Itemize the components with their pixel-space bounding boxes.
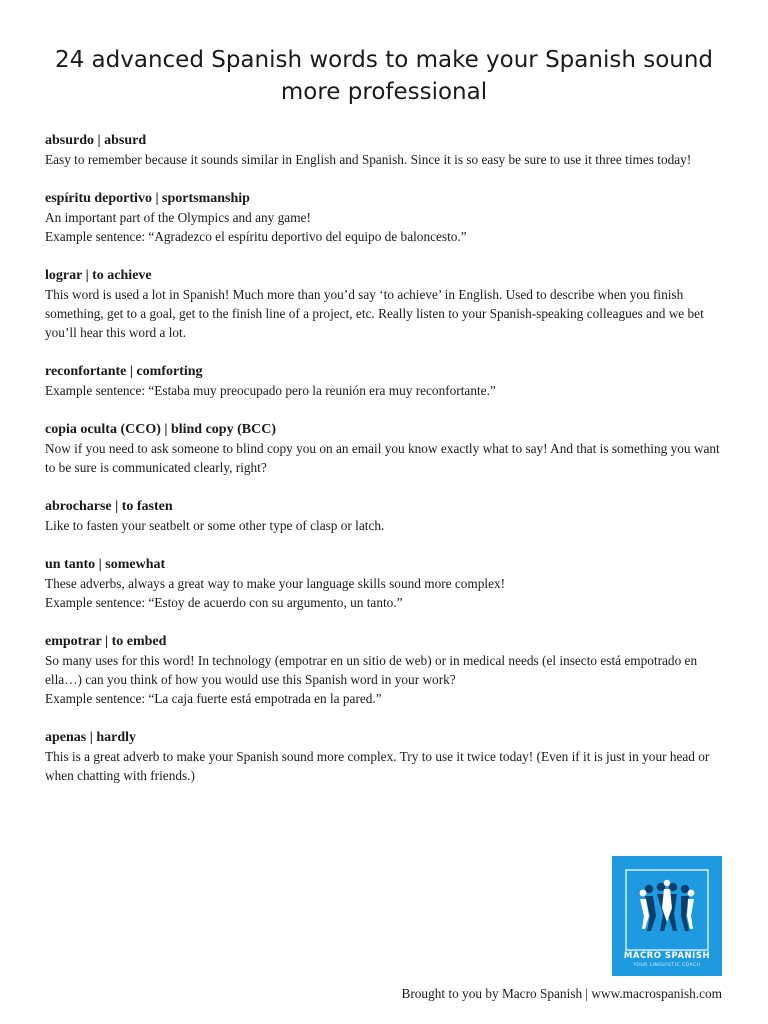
word-entry-lograr bbox=[45, 266, 725, 342]
word-heading: apenas | hardly bbox=[45, 730, 136, 745]
word-heading: copia oculta (CCO) | blind copy (BCC) bbox=[45, 422, 276, 437]
word-entry-absurdo bbox=[45, 131, 725, 169]
word-entry-copia-oculta bbox=[45, 420, 725, 477]
word-entry-apenas bbox=[45, 728, 725, 785]
example-sentence: Example sentence: “Estaba muy preocupado pero la reunión era muy reconfortante.” bbox=[45, 383, 496, 398]
word-heading: un tanto | somewhat bbox=[45, 557, 166, 572]
word-heading: absurdo | absurd bbox=[45, 133, 147, 148]
word-description: This is a great adverb to make your Spanish sound more complex. Try to use it twice today! (Even if it is just in your head or when chatting with friends.) bbox=[45, 749, 710, 783]
logo-name: MACRO SPANISH bbox=[623, 951, 711, 961]
word-heading: espíritu deportivo | sportsmanship bbox=[45, 191, 250, 206]
word-entry-espiritu-deportivo bbox=[45, 189, 725, 246]
word-heading: lograr | to achieve bbox=[45, 268, 152, 283]
word-heading: empotrar | to embed bbox=[45, 634, 167, 649]
example-sentence: Example sentence: “Estoy de acuerdo con su argumento, un tanto.” bbox=[45, 595, 403, 610]
word-heading: abrocharse | to fasten bbox=[45, 499, 173, 514]
word-description: This word is used a lot in Spanish! Much more than you’d say ‘to achieve’ in English. Used to describe when you finish something, get to a goal, get to the finish line of a project, etc. Really listen to your Spanish-speaking colleagues and we bet you’ll hear this word a lot. bbox=[45, 287, 704, 340]
word-description: These adverbs, always a great way to make your language skills sound more complex! bbox=[45, 576, 506, 591]
page-title: 24 advanced Spanish words to make your Spanish sound more professional bbox=[54, 47, 714, 105]
word-entry-empotrar bbox=[45, 632, 725, 708]
example-sentence: Example sentence: “Agradezco el espíritu deportivo del equipo de baloncesto.” bbox=[45, 229, 467, 244]
word-description: An important part of the Olympics and any game! bbox=[45, 210, 311, 225]
word-heading: reconfortante | comforting bbox=[45, 364, 203, 379]
word-entry-reconfortante bbox=[45, 362, 725, 400]
word-description: Like to fasten your seatbelt or some other type of clasp or latch. bbox=[45, 518, 385, 533]
word-entry-abrocharse bbox=[45, 497, 725, 535]
example-sentence: Example sentence: “La caja fuerte está empotrada en la pared.” bbox=[45, 691, 382, 706]
word-entry-un-tanto bbox=[45, 555, 725, 612]
people-group-icon bbox=[612, 856, 722, 951]
word-description: Easy to remember because it sounds similar in English and Spanish. Since it is so easy be sure to use it three times today! bbox=[45, 152, 692, 167]
word-list bbox=[45, 131, 725, 805]
word-description: Now if you need to ask someone to blind copy you on an email you know exactly what to say! And that is something you want to be sure is communicated clearly, right? bbox=[45, 441, 720, 475]
logo-tagline: YOUR LINGUISTIC COACH bbox=[633, 963, 701, 968]
word-description: So many uses for this word! In technology (empotrar en un sitio de web) or in medical needs (el insecto está empotrado en ella…) can you think of how you would use this Spanish word in your work? bbox=[45, 653, 698, 687]
macro-spanish-logo bbox=[612, 856, 722, 976]
footer-credit: Brought to you by Macro Spanish | www.macrospanish.com bbox=[401, 986, 722, 1001]
